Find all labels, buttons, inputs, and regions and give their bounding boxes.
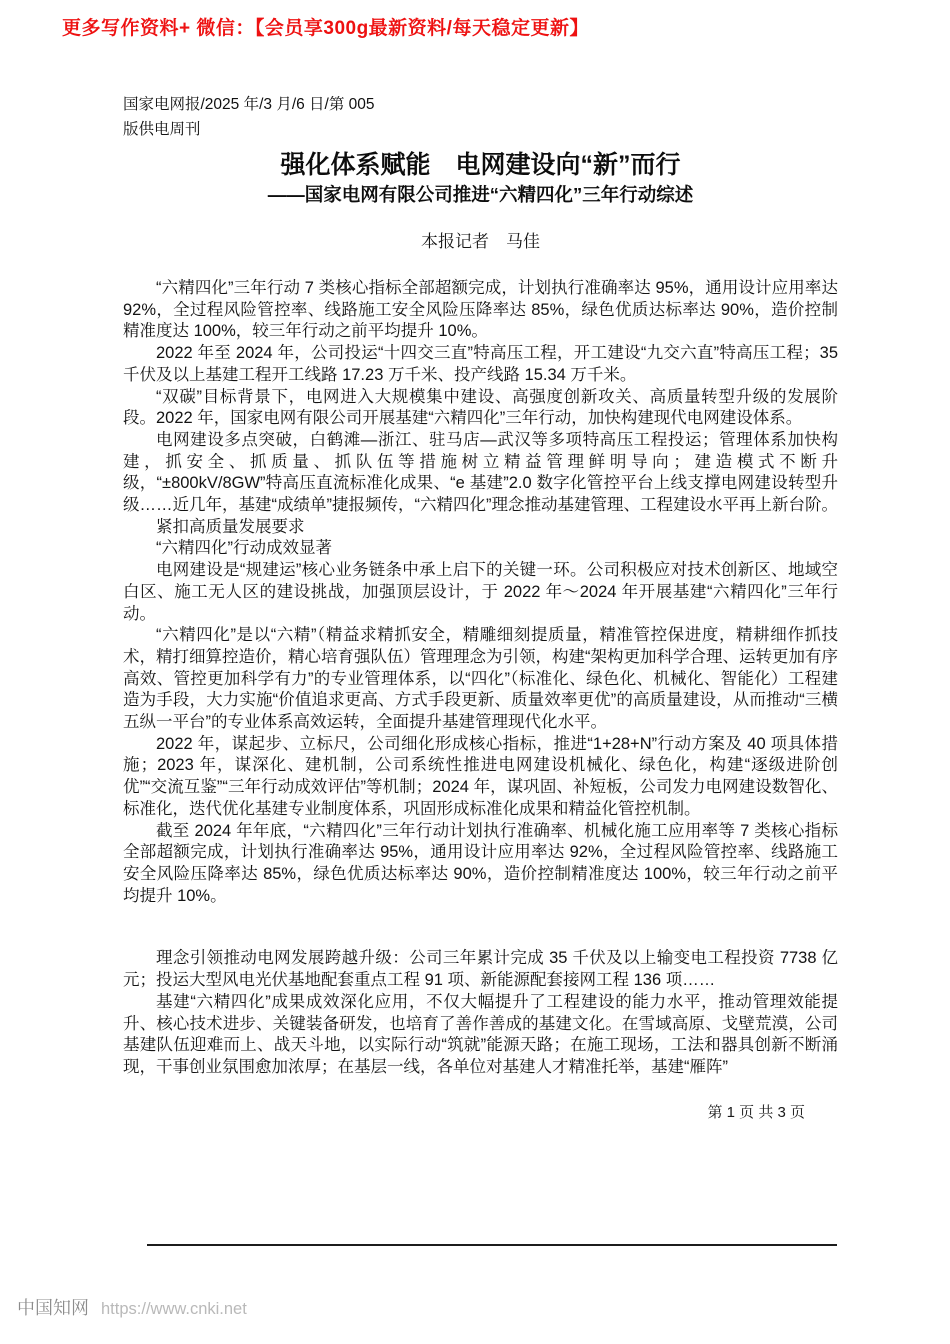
source-citation-line2: 版供电周刊 [123, 121, 201, 138]
article-paragraph: 截至 2024 年年底，“六精四化”三年行动计划执行准确率、机械化施工应用率等 7 类核心指标全部超额完成，计划执行准确率达 95%，通用设计应用率达 92%，全过程风险管控率、线路施工安全风险压降率达 85%，绿色优质达标率达 90%，造价控制精准度达 100%，较三年行动之前平均提升 10%。 [123, 821, 838, 905]
article-paragraph: “六精四化”三年行动 7 类核心指标全部超额完成，计划执行准确率达 95%，通用设计应用率达 92%，全过程风险管控率、线路施工安全风险压降率达 85%，绿色优质达标率达 90%，造价控制精准度达 100%，较三年行动之前平均提升 10%。 [123, 279, 838, 341]
article-subtitle: ——国家电网有限公司推进“六精四化”三年行动综述 [267, 184, 694, 205]
article-byline: 本报记者 马佳 [421, 232, 540, 251]
cnki-brand-label: 中国知网 [17, 1298, 89, 1318]
article-paragraph: 电网建设多点突破，白鹤滩—浙江、驻马店—武汉等多项特高压工程投运；管理体系加快构建，抓安全、抓质量、抓队伍等措施树立精益管理鲜明导向；建造模式不断升级，“±800kV/8GW”特高压直流标准化成果、“e 基建”2.0 数字化管控平台上线支撑电网建设转型升级……近几年，基建“成绩单”捷报频传，“六精四化”理念推动基建管理、工程建设水平再上新台阶。 [123, 430, 838, 515]
article-paragraph: 2022 年至 2024 年，公司投运“十四交三直”特高压工程，开工建设“九交六直”特高压工程；35 千伏及以上基建工程开工线路 17.23 万千米、投产线路 15.34 万千米。 [123, 344, 838, 384]
promo-banner-text: 更多写作资料+ 微信：【会员享300g最新资料/每天稳定更新】 [62, 18, 589, 39]
section-heading: 紧扣高质量发展要求 [156, 517, 305, 536]
article-paragraph: “六精四化”是以“六精”（精益求精抓安全，精雕细刻提质量，精准管控保进度，精耕细作抓技术，精打细算控造价，精心培育强队伍）管理理念为引领，构建“架构更加科学合理、运转更加有序高效、管控更加科学有力”的专业管理体系，以“四化”（标准化、绿色化、机械化、智能化）工程建造为手段，大力实施“价值追求更高、方式手段更新、质量效率更优”的高质量建设，从而推动“三横五纵一平台”的专业体系高效运转，全面提升基建管理现代化水平。 [123, 626, 838, 732]
article-paragraph: 理念引领推动电网发展跨越升级：公司三年累计完成 35 千伏及以上输变电工程投资 7738 亿元；投运大型风电光伏基地配套重点工程 91 项、新能源配套接网工程 136 项…… [123, 949, 838, 990]
cnki-url-text: https://www.cnki.net [101, 1300, 247, 1318]
article-paragraph: 电网建设是“规建运”核心业务链条中承上启下的关键一环。公司积极应对技术创新区、地域空白区、施工无人区的建设挑战，加强顶层设计，于 2022 年～2024 年开展基建“六精四化”三年行动。 [123, 561, 838, 623]
article-paragraph: 基建“六精四化”成果成效深化应用，不仅大幅提升了工程建设的能力水平，推动管理效能提升、核心技术进步、关键装备研发，也培育了善作善成的基建文化。在雪域高原、戈壁荒漠，公司基建队伍迎难而上、战天斗地，以实际行动“筑就”能源天路；在施工现场，工法和器具创新不断涌现，干事创业氛围愈加浓厚；在基层一线，各单位对基建人才精准托举，基建“雁阵” [123, 992, 838, 1076]
source-citation-line1: 国家电网报/2025 年/3 月/6 日/第 005 [123, 96, 375, 113]
section-heading: “六精四化”行动成效显著 [156, 539, 332, 558]
article-body [123, 278, 838, 1079]
page-number: 第 1 页 共 3 页 [707, 1103, 805, 1121]
article-column [123, 92, 838, 1122]
footer-divider [147, 1244, 837, 1246]
article-paragraph: “双碳”目标背景下，电网进入大规模集中建设、高强度创新攻关、高质量转型升级的发展阶段。2022 年，国家电网有限公司开展基建“六精四化”三年行动，加快构建现代电网建设体系。 [123, 387, 838, 428]
article-title: 强化体系赋能 电网建设向“新”而行 [280, 151, 681, 179]
cnki-watermark [17, 1294, 247, 1320]
article-paragraph: 2022 年，谋起步、立标尺，公司细化形成核心指标，推进“1+28+N”行动方案及 40 项具体措施；2023 年，谋深化、建机制，公司系统性推进电网建设机械化、绿色化，构建“逐级进阶创优”“交流互鉴”“三年行动成效评估”等机制；2024 年，谋巩固、补短板，公司发力电网建设数智化、标准化，迭代优化基建专业制度体系，巩固形成标准化成果和精益化管控机制。 [123, 734, 838, 818]
